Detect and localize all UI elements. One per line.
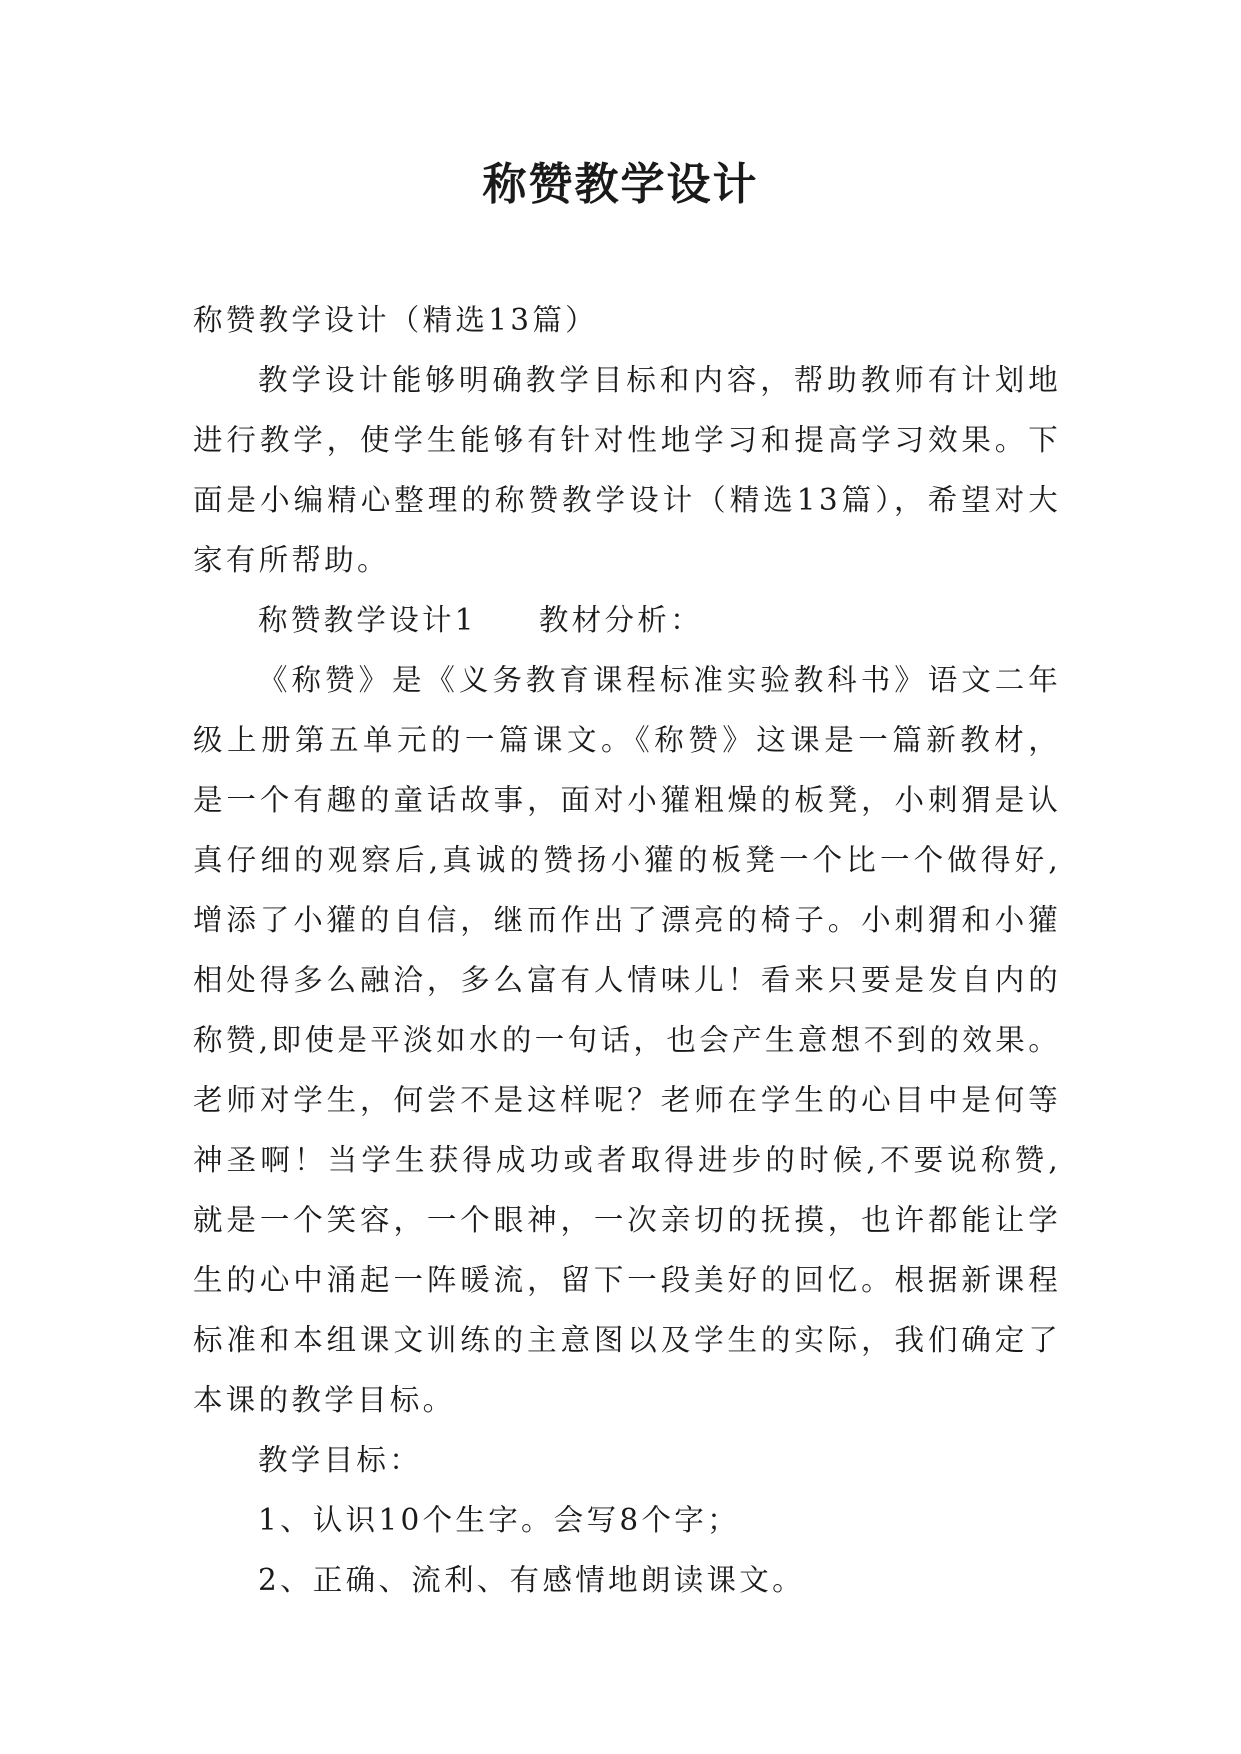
goals-heading: 教学目标： [258,1443,423,1477]
document-body [193,290,1061,1610]
analysis-paragraph: 《称赞》是《义务教育课程标准实验教科书》语文二年级上册第五单元的一篇课文。《称赞》这课是一篇新教材，是一个有趣的童话故事，面对小獾粗燥的板凳，小刺猬是认真仔细的观察后,真诚的赞扬小獾的板凳一个比一个做得好,增添了小獾的自信，继而作出了漂亮的椅子。小刺猬和小獾相处得多么融洽，多么富有人情味儿！看来只要是发自内的称赞,即使是平淡如水的一句话，也会产生意想不到的效果。老师对学生，何尝不是这样呢？老师在学生的心目中是何等神圣啊！当学生获得成功或者取得进步的时候,不要说称赞,就是一个笑容，一个眼神，一次亲切的抚摸，也许都能让学生的心中涌起一阵暖流，留下一段美好的回忆。根据新课程标准和本组课文训练的主意图以及学生的实际，我们确定了本课的教学目标。 [193,663,1061,1417]
goal-item: 2、正确、流利、有感情地朗读课文。 [258,1563,805,1597]
section-label: 教材分析： [538,603,703,637]
intro-paragraph: 教学设计能够明确教学目标和内容，帮助教师有计划地进行教学，使学生能够有针对性地学习和提高学习效果。下面是小编精心整理的称赞教学设计（精选13篇），希望对大家有所帮助。 [193,363,1061,577]
document-title: 称赞教学设计 [482,159,759,210]
section-heading-line [193,590,1061,650]
goal-item: 1、认识10个生字。会写8个字； [258,1503,740,1537]
document-subtitle: 称赞教学设计（精选13篇） [193,303,598,337]
section-heading: 称赞教学设计1 [258,603,477,637]
